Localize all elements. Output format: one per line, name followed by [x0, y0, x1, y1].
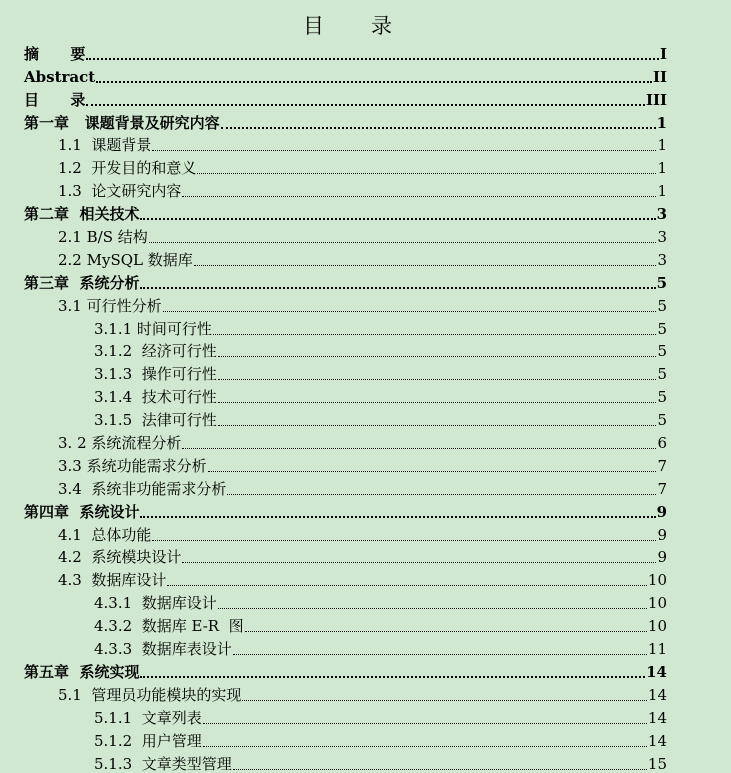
toc-entry-page-number: 15: [647, 754, 667, 773]
toc-entry-label: 2.1 B/S 结构: [58, 228, 148, 247]
toc-entry[interactable]: [0, 521, 731, 544]
toc-entry-page-number: 11: [647, 640, 667, 659]
toc-entry-label: 1.3 论文研究内容: [58, 182, 182, 201]
toc-entry[interactable]: [0, 498, 731, 521]
toc-entry-label: 4.3.1 数据库设计: [94, 594, 217, 613]
dot-leader: [194, 251, 657, 269]
toc-entry[interactable]: [0, 681, 731, 704]
toc-entry-label: 目 录: [24, 90, 86, 109]
toc-entry[interactable]: [0, 475, 731, 498]
toc-entry-label: 1.1 课题背景: [58, 136, 152, 155]
toc-entry-page-number: 5: [657, 296, 667, 315]
toc-entry-label: 4.1 总体功能: [58, 525, 152, 544]
dot-leader: [218, 388, 657, 406]
toc-entry[interactable]: [0, 177, 731, 200]
toc-entry[interactable]: [0, 750, 731, 773]
toc-entry-label: 第五章 系统实现: [24, 662, 140, 681]
toc-entry-page-number: 9: [657, 525, 667, 544]
toc-entry-page-number: 10: [647, 571, 667, 590]
toc-entry-page-number: 3: [656, 205, 667, 224]
toc-entry-page-number: 1: [657, 159, 667, 178]
toc-entry[interactable]: [0, 383, 731, 406]
toc-entry[interactable]: [0, 452, 731, 475]
toc-entry[interactable]: [0, 292, 731, 315]
toc-entry-label: 5.1.3 文章类型管理: [94, 754, 232, 773]
toc-entry-label: 4.3 数据库设计: [58, 571, 167, 590]
dot-leader: [182, 548, 656, 566]
toc-entry-label: 3.3 系统功能需求分析: [58, 456, 207, 475]
toc-entry-page-number: 5: [656, 273, 667, 292]
toc-entry[interactable]: [0, 223, 731, 246]
toc-entry-label: 摘 要: [24, 44, 86, 63]
dot-leader: [203, 709, 647, 727]
dot-leader: [218, 342, 657, 360]
dot-leader: [167, 571, 647, 589]
dot-leader: [208, 457, 657, 475]
toc-entry[interactable]: [0, 429, 731, 452]
page-title: 目 录: [302, 14, 394, 38]
toc-entry-label: 第三章 系统分析: [24, 273, 140, 292]
toc-entry-label: 4.3.3 数据库表设计: [94, 640, 232, 659]
toc-entry[interactable]: [0, 154, 731, 177]
toc-entry[interactable]: [0, 86, 731, 109]
toc-entry[interactable]: [0, 63, 731, 86]
dot-leader: [149, 228, 657, 246]
dot-leader: [218, 411, 657, 429]
toc-entry-page-number: 7: [657, 456, 667, 475]
toc-entry[interactable]: [0, 658, 731, 681]
toc-entry-label: 3.1.2 经济可行性: [94, 342, 217, 361]
toc-entry[interactable]: [0, 109, 731, 132]
dot-leader: [152, 526, 656, 544]
dot-leader: [218, 594, 647, 612]
dot-leader: [86, 91, 645, 109]
toc-entry-page-number: 9: [657, 548, 667, 567]
toc-entry[interactable]: [0, 704, 731, 727]
dot-leader: [233, 755, 647, 773]
toc-entry-label: 3.1.3 操作可行性: [94, 365, 217, 384]
toc-entry-page-number: 5: [657, 388, 667, 407]
toc-entry-label: 5.1.2 用户管理: [94, 731, 202, 750]
dot-leader: [182, 182, 656, 200]
toc-entry[interactable]: [0, 132, 731, 155]
toc-entry-page-number: III: [645, 90, 667, 109]
table-of-contents: [0, 40, 731, 773]
toc-entry-page-number: I: [659, 44, 667, 63]
toc-entry-label: 3.4 系统非功能需求分析: [58, 479, 227, 498]
toc-entry-label: 3.1 可行性分析: [58, 296, 162, 315]
toc-entry-page-number: II: [652, 67, 667, 86]
toc-entry-page-number: 5: [657, 411, 667, 430]
dot-leader: [221, 114, 656, 132]
toc-entry-label: 5.1.1 文章列表: [94, 708, 202, 727]
toc-entry-page-number: 6: [657, 434, 667, 453]
dot-leader: [140, 274, 655, 292]
toc-entry-label: 4.2 系统模块设计: [58, 548, 182, 567]
toc-entry[interactable]: [0, 200, 731, 223]
toc-entry-label: 3.1.1 时间可行性: [94, 319, 212, 338]
toc-entry-page-number: 1: [657, 182, 667, 201]
toc-entry-label: 1.2 开发目的和意义: [58, 159, 197, 178]
toc-entry-label: 3.1.5 法律可行性: [94, 411, 217, 430]
toc-entry-label: 第四章 系统设计: [24, 502, 140, 521]
toc-entry-label: 4.3.2 数据库 E-R 图: [94, 617, 244, 636]
toc-entry[interactable]: [0, 360, 731, 383]
toc-entry[interactable]: [0, 246, 731, 269]
toc-entry-page-number: 3: [657, 250, 667, 269]
dot-leader: [245, 617, 647, 635]
toc-entry-label: 3.1.4 技术可行性: [94, 388, 217, 407]
toc-entry-page-number: 1: [656, 113, 667, 132]
toc-entry[interactable]: [0, 612, 731, 635]
toc-entry-page-number: 9: [656, 502, 667, 521]
dot-leader: [218, 365, 657, 383]
dot-leader: [203, 732, 647, 750]
toc-entry-page-number: 3: [657, 228, 667, 247]
dot-leader: [152, 136, 656, 154]
toc-entry-page-number: 10: [647, 617, 667, 636]
dot-leader: [140, 663, 645, 681]
toc-entry-page-number: 14: [647, 708, 667, 727]
toc-entry-page-number: 5: [657, 365, 667, 384]
toc-entry[interactable]: [0, 40, 731, 63]
dot-leader: [96, 68, 652, 86]
toc-entry-page-number: 7: [657, 479, 667, 498]
toc-entry[interactable]: [0, 589, 731, 612]
dot-leader: [197, 159, 656, 177]
toc-entry-page-number: 5: [657, 342, 667, 361]
toc-entry-page-number: 1: [657, 136, 667, 155]
toc-entry-page-number: 10: [647, 594, 667, 613]
dot-leader: [213, 320, 657, 338]
dot-leader: [86, 45, 659, 63]
dot-leader: [140, 205, 655, 223]
dot-leader: [182, 434, 656, 452]
toc-entry[interactable]: [0, 566, 731, 589]
toc-entry-page-number: 14: [647, 731, 667, 750]
toc-entry-label: 第二章 相关技术: [24, 205, 140, 224]
dot-leader: [233, 640, 647, 658]
toc-entry-page-number: 14: [646, 662, 667, 681]
toc-entry[interactable]: [0, 338, 731, 361]
dot-leader: [227, 480, 656, 498]
toc-entry[interactable]: [0, 406, 731, 429]
toc-entry-label: 3. 2 系统流程分析: [58, 434, 182, 453]
toc-entry[interactable]: [0, 315, 731, 338]
toc-entry-page-number: 5: [657, 319, 667, 338]
toc-entry[interactable]: [0, 727, 731, 750]
toc-entry[interactable]: [0, 544, 731, 567]
toc-entry-page-number: 14: [647, 685, 667, 704]
toc-entry[interactable]: [0, 635, 731, 658]
toc-entry-label: 5.1 管理员功能模块的实现: [58, 685, 242, 704]
dot-leader: [163, 297, 657, 315]
dot-leader: [242, 686, 647, 704]
toc-entry-label: 第一章 课题背景及研究内容: [24, 113, 220, 132]
toc-entry[interactable]: [0, 269, 731, 292]
toc-entry-label: Abstract: [24, 67, 96, 86]
dot-leader: [140, 503, 655, 521]
toc-entry-label: 2.2 MySQL 数据库: [58, 250, 193, 269]
